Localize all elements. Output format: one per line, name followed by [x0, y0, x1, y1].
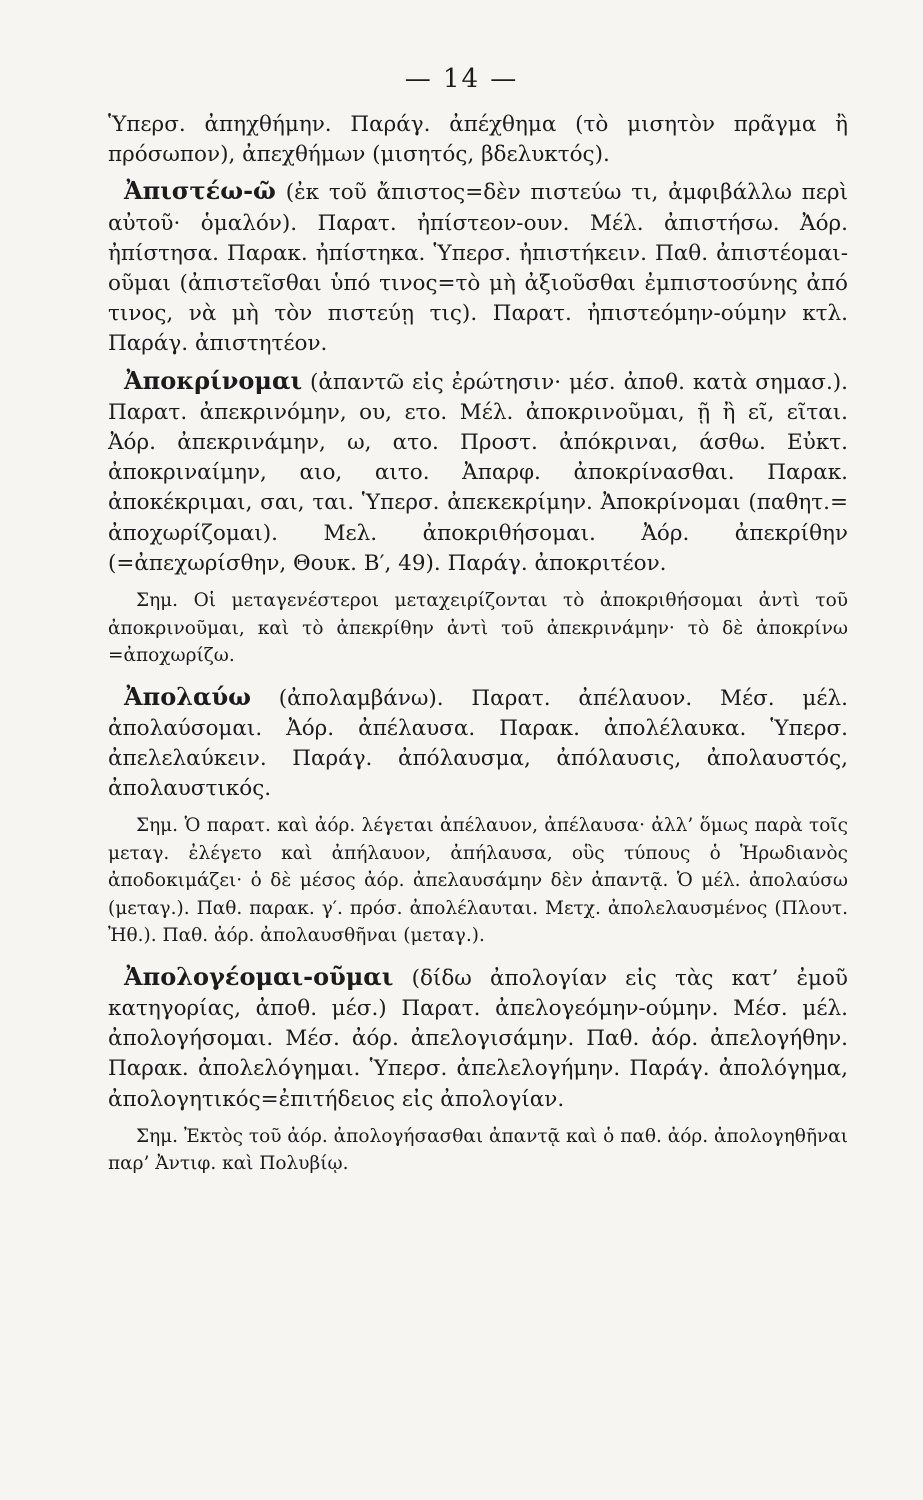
headword: Ἀπολαύω: [124, 681, 251, 711]
headword: Ἀπολογέομαι-οῦμαι: [124, 961, 394, 991]
page-number: — 14 —: [404, 64, 519, 94]
note-apologeomai: Σημ. Ἐκτὸς τοῦ ἀόρ. ἀπολογήσασθαι ἀπαντᾷ καὶ ὁ παθ. ἀόρ. ἀπολογηθῆναι παρ’ Ἀντιφ. καὶ Πολυβίῳ.: [108, 1125, 849, 1175]
entry-apolauo: [108, 682, 848, 805]
headword: Ἀποκρίνομαι: [124, 365, 303, 395]
entry-body: (δίδω ἀπολογίαν εἰς τὰς κατ’ ἐμοῦ κατηγορίας, ἀποθ. μέσ.) Παρατ. ἀπελογεόμην-ούμην. Μέσ. μέλ. ἀπολογήσομαι. Μέσ. ἀόρ. ἀπελογισάμην. Παθ. ἀόρ. ἀπελογήθην. Παρακ. ἀπολελόγημαι. Ὑπερσ. ἀπελελογήμην. Παράγ. ἀπολόγημα, ἀπολογητικός=ἐπιτήδειος εἰς ἀπολογίαν.: [108, 965, 848, 1112]
headword: Ἀπιστέω-ῶ: [124, 176, 276, 206]
entry-apologeomai: [108, 962, 848, 1115]
entry-body: Ὑπερσ. ἀπηχθήμην. Παράγ. ἀπέχθημα (τὸ μισητὸν πρᾶγμα ἢ πρόσωπον), ἀπεχθήμων (μισητός, βδελυκτός).: [108, 112, 848, 168]
note-apokrinomai: Σημ. Οἱ μεταγενέστεροι μεταχειρίζονται τὸ ἀποκριθήσομαι ἀντὶ τοῦ ἀποκρινοῦμαι, καὶ τὸ ἀπεκρίθην ἀντὶ τοῦ ἀπεκρινάμην· τὸ δὲ ἀποκρίνω =ἀποχωρίζω.: [108, 590, 848, 667]
page-text: [108, 110, 848, 1190]
note-apolauo: Σημ. Ὁ παρατ. καὶ ἀόρ. λέγεται ἀπέλαυον, ἀπέλαυσα· ἀλλ’ ὅμως παρὰ τοῖς μεταγ. ἐλέγετο καὶ ἀπήλαυον, ἀπήλαυσα, οὓς τύπους ὁ Ἡρωδιανὸς ἀποδοκιμάζει· ὁ δὲ μέσος ἀόρ. ἀπελαυσάμην δὲν ἀπαντᾷ. Ὁ μέλ. ἀπολαύσω (μεταγ.). Παθ. παρακ. γ′. πρόσ. ἀπολέλαυται. Μετχ. ἀπολελαυσμένος (Πλουτ. Ἠθ.). Παθ. ἀόρ. ἀπολαυσθῆναι (μεταγ.).: [108, 815, 848, 947]
entry-body: (ἀπαντῶ εἰς ἐρώτησιν· μέσ. ἀποθ. κατὰ σημασ.). Παρατ. ἀπεκρινόμην, ου, ετο. Μέλ. ἀποκρινοῦμαι, ῇ ἢ εῖ, εῖται. Ἀόρ. ἀπεκρινάμην, ω, ατο. Προστ. ἀπόκριναι, άσθω. Εὐκτ. ἀποκριναίμην, αιο, αιτο. Ἀπαρφ. ἀποκρίνασθαι. Παρακ. ἀποκέκριμαι, σαι, ται. Ὑπερσ. ἀπεκεκρίμην. Ἀποκρίνομαι (παθητ.= ἀποχωρίζομαι). Μελ. ἀποκριθήσομαι. Ἀόρ. ἀπεκρίθην (=ἀπεχωρίσθην, Θουκ. Β′, 49). Παράγ. ἀποκριτέον.: [108, 369, 848, 576]
entry-continuation: [108, 110, 848, 170]
entry-body: (ἀπολαμβάνω). Παρατ. ἀπέλαυον. Μέσ. μέλ. ἀπολαύσομαι. Ἀόρ. ἀπέλαυσα. Παρακ. ἀπολέλαυκα. Ὑπερσ. ἀπελελαύκειν. Παράγ. ἀπόλαυσμα, ἀπόλαυσις, ἀπολαυστός, ἀπολαυστικός.: [108, 685, 848, 802]
entry-apokrinomai: [108, 366, 848, 579]
entry-apisteo: [108, 176, 848, 359]
entry-body: (ἐκ τοῦ ἄπιστος=δὲν πιστεύω τι, ἀμφιβάλλω περὶ αὐτοῦ· ὁμαλόν). Παρατ. ἠπίστεον-ουν. Μέλ. ἀπιστήσω. Ἀόρ. ἠπίστησα. Παρακ. ἠπίστηκα. Ὑπερσ. ἠπιστήκειν. Παθ. ἀπιστέομαι-οῦμαι (ἀπιστεῖσθαι ὑπό τινος=τὸ μὴ ἀξιοῦσθαι ἐμπιστοσύνης ἀπό τινος, νὰ μὴ τὸν πιστεύῃ τις). Παρατ. ἠπιστεόμην-ούμην κτλ. Παράγ. ἀπιστητέον.: [108, 180, 848, 357]
